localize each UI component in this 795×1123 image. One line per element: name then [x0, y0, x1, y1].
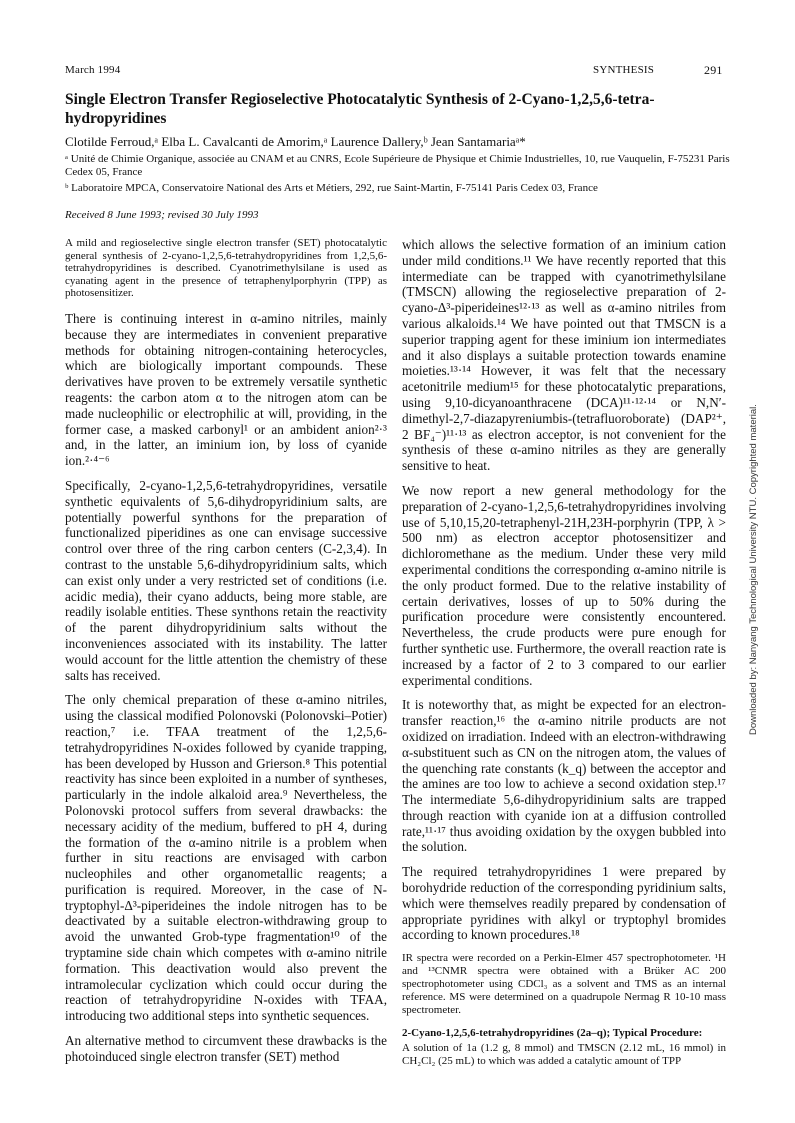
- body-paragraph: The required tetrahydropyridines 1 were prepared by borohydride reduction of the corresponding pyridinium salts, which were themselves readily prepared by condensation of appropriate pyridines with alkyl or tryptophyl bromides according to known procedures.¹⁸: [402, 864, 726, 943]
- left-column: [65, 311, 387, 1074]
- right-column: [402, 237, 726, 1077]
- affiliation-b: ᵇ Laboratoire MPCA, Conservatoire National des Arts et Métiers, 292, rue Saint-Martin, F-75141 Paris Cedex 03, France: [65, 182, 598, 194]
- body-paragraph: There is continuing interest in α-amino nitriles, mainly because they are intermediates in convenient preparative methods for obtaining nitrogen-containing heterocycles, which are biologically important compounds. These derivatives have proven to be extremely versatile synthetic reagents: the carbon atom α to the nitrogen atom can be made nucleophilic or electrophilic at will, providing, in the former case, a masked carbonyl¹ or an ambident anion²·³ and, in the latter, an iminium ion, by loss of cyanide ion.²·⁴⁻⁶: [65, 311, 387, 469]
- body-paragraph: The only chemical preparation of these α-amino nitriles, using the classical modified Polonovski (Polonovski–Potier) reaction,⁷ i.e. TFAA treatment of the 1,2,5,6-tetrahydropyridines N-oxides followed by cyanide trapping, has been developed by Husson and Grierson.⁸ This potential reactivity has since been exploited in a number of syntheses, particularly in the indole alkaloid area.⁹ Nevertheless, the Polonovski protocol suffers from several drawbacks: the necessary acidity of the medium, buffered to pH 4, during the formation of the α-amino nitrile is a problem when further in situ reactions are envisaged with carbon nucleophiles and other organometallic reagents; a purification is required. Moreover, in the case of N-tryptophyl-Δ³-piperideines the indole nitrogen has to be deactivated by a suitable electron-withdrawing group to avoid the unwanted Grob-type fragmentation¹⁰ of the tryptamine side chain which competes with α-amino nitrile formation. This deactivation would also prevent the intramolecular cyclization which could occur during the reaction of tetrahydropyridine N-oxides with TFAA, introducing two additional steps into synthetic sequences.: [65, 692, 387, 1024]
- received-dates: Received 8 June 1993; revised 30 July 1993: [65, 209, 259, 221]
- author-list: Clotilde Ferroud,ᵃ Elba L. Cavalcanti de Amorim,ᵃ Laurence Dallery,ᵇ Jean Santamariaᵃ*: [65, 134, 526, 149]
- body-paragraph: We now report a new general methodology for the preparation of 2-cyano-1,2,5,6-tetrahydropyridines involving use of 5,10,15,20-tetraphenyl-21H,23H-porphyrin (TPP, λ > 500 nm) as electron acceptor photosensitizer and dichloromethane as the medium. Under these very mild experimental conditions the corresponding α-amino nitrile is the only product formed. Due to the relative instability of certain derivatives, losses of up to 50% during the purification procedure were consistently encountered. Nevertheless, the crude products were pure enough for further synthetic use. Furthermore, the overall reaction rate is increased by a factor of 2 to 3 compared to our earlier experimental conditions.: [402, 482, 726, 688]
- article-title: Single Electron Transfer Regioselective Photocatalytic Synthesis of 2-Cyano-1,2,5,6-tetra-hydropyridines: [65, 91, 655, 127]
- running-journal: SYNTHESIS: [593, 64, 655, 76]
- procedure-heading: 2-Cyano-1,2,5,6-tetrahydropyridines (2a–q); Typical Procedure:: [402, 1027, 703, 1040]
- affiliation-a: ᵃ Unité de Chimie Organique, associée au CNAM et au CNRS, Ecole Supérieure de Physique et Chimie Industrielles, 10, rue Vauquelin, F-75231 Paris Cedex 05, France: [65, 153, 730, 178]
- running-date: March 1994: [65, 64, 121, 76]
- body-paragraph: An alternative method to circumvent these drawbacks is the photoinduced single electron transfer (SET) method: [65, 1033, 387, 1064]
- experimental-note: IR spectra were recorded on a Perkin-Elmer 457 spectrophotometer. ¹H and ¹³CNMR spectra were obtained with a Brüker AC 200 spectrophotometer using CDCl₃ as a solvent and TMS as an internal reference. MS were determined on a quadrupole Nermag R 10-10 mass spectrometer.: [402, 952, 726, 1017]
- body-paragraph: It is noteworthy that, as might be expected for an electron-transfer reaction,¹⁶ the α-amino nitrile products are not oxidized on irradiation. Indeed with an electron-withdrawing α-substituent such as CN on the nitrogen atom, the values of the quenching rate constants (k_q) between the acceptor and the amines are too low to achieve a second oxidation step.¹⁷ The intermediate 5,6-dihydropyridinium salts are trapped through reaction with cyanide ion at a diffusion controlled rate,¹¹·¹⁷ thus avoiding oxidation by the oxygen bubbled into the solution.: [402, 697, 726, 855]
- abstract: A mild and regioselective single electron transfer (SET) photocatalytic general synthesis of 2-cyano-1,2,5,6-tetrahydropyridines from 1,2,5,6-tetrahydropyridines is described. Cyanotrimethylsilane is used as cyanating agent in the presence of tetraphenylporphyrin (TPP) as photosensitizer.: [65, 237, 387, 300]
- body-paragraph: Specifically, 2-cyano-1,2,5,6-tetrahydropyridines, versatile synthetic equivalents of 5,6-dihydropyridinium salts, are potentially powerful synthons for the preparation of functionalized piperidines as one can envisage successive control over three of the ring carbon centers (C-2,3,4). In contrast to the unstable 5,6-dihydropyridinium salts, which can exist only under a very restricted set of conditions (i.e. acidic media), their cyano adducts, being more stable, are readily isolable entities. These synthons retain the reactivity of the parent dihydropyridinium salts without the inconveniences associated with its instability. The latter would account for the little attention the chemistry of these salts has received.: [65, 477, 387, 683]
- body-paragraph: which allows the selective formation of an iminium cation under mild conditions.¹¹ We have recently reported that this intermediate can be trapped with cyanotrimethylsilane (TMSCN) allowing the regioselective preparation of 2-cyano-Δ³-piperideines¹²·¹³ as well as α-amino nitriles from various alkaloids.¹⁴ We have pointed out that TMSCN is a superior trapping agent for these iminium ion intermediates and it also displays a suitable protection towards enamine moieties.¹³·¹⁴ However, it was felt that the necessary acetonitrile medium¹⁵ for these photocatalytic preparations, using 9,10-dicyanoanthracene (DCA)¹¹·¹²·¹⁴ or N,N′-dimethyl-2,7-diazapyreniumbis-(tetrafluoroborate) (DAP²⁺, 2 BF₄⁻)¹¹·¹³ as electron acceptor, is not convenient for the synthesis of these α-amino nitriles as they are generally sensitive to heat.: [402, 237, 726, 474]
- download-watermark: Downloaded by: Nanyang Technological University NTU. Copyrighted material.: [748, 404, 759, 735]
- page-number: 291: [704, 63, 723, 77]
- procedure-text: A solution of 1a (1.2 g, 8 mmol) and TMSCN (2.12 mL, 16 mmol) in CH₂Cl₂ (25 mL) to which was added a catalytic amount of TPP: [402, 1042, 726, 1068]
